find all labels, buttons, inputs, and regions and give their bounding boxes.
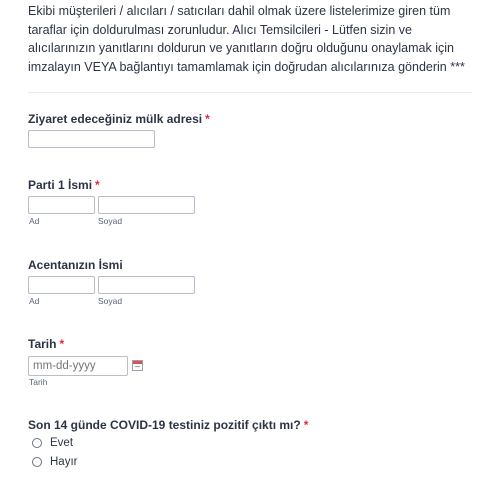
- party1-last-name-input[interactable]: [98, 196, 195, 214]
- required-mark: *: [303, 418, 309, 432]
- party1-name-label-text: Parti 1 İsmi: [28, 178, 93, 192]
- required-mark: *: [95, 178, 100, 192]
- required-mark: *: [205, 112, 210, 126]
- property-address-label: [28, 112, 210, 126]
- covid-question-label: [28, 418, 308, 432]
- agent-last-name-input[interactable]: [98, 276, 195, 294]
- party1-last-name-sublabel: Soyad: [98, 216, 123, 226]
- party1-first-name-input[interactable]: [28, 196, 95, 214]
- agent-first-name-input[interactable]: [28, 276, 95, 294]
- agent-name-label: [28, 258, 123, 272]
- agent-last-name-sublabel: Soyad: [98, 296, 123, 306]
- party1-name-label: [28, 178, 100, 192]
- date-label-text: Tarih: [28, 337, 57, 351]
- radio-button[interactable]: [32, 438, 42, 448]
- date-input[interactable]: [28, 356, 128, 376]
- property-address-label-text: Ziyaret edeceğiniz mülk adresi: [28, 112, 203, 126]
- agent-name-label-text: Acentanızın İsmi: [28, 258, 123, 272]
- property-address-input[interactable]: [28, 130, 155, 148]
- section-divider: [28, 92, 472, 93]
- required-mark: *: [59, 337, 65, 351]
- radio-option-evet[interactable]: [32, 437, 73, 449]
- agent-first-name-sublabel: Ad: [29, 296, 40, 306]
- date-sublabel: Tarih: [29, 377, 48, 387]
- form-intro-text: Ekibi müşterileri / alıcıları / satıcıları dahil olmak üzere listelerimize giren tüm taraflar için doldurulması zorunludur. Alıcı Temsilcileri - Lütfen sizin ve alıcılarınızın yanıtlarını doldurun ve yanıtların doğru olduğunu onaylamak için imzalayın VEYA bağlantıyı tamamlamak için doğrudan alıcılarınıza gönderin ***: [28, 4, 465, 74]
- date-label: [28, 337, 64, 351]
- radio-button[interactable]: [32, 457, 42, 467]
- party1-first-name-sublabel: Ad: [29, 216, 40, 226]
- radio-label: Hayır: [50, 456, 78, 468]
- calendar-icon[interactable]: [132, 360, 143, 371]
- radio-label: Evet: [50, 437, 74, 449]
- radio-option-hayir[interactable]: [32, 456, 77, 468]
- covid-question-label-text: Son 14 günde COVID-19 testiniz pozitif çıktı mı?: [28, 418, 301, 432]
